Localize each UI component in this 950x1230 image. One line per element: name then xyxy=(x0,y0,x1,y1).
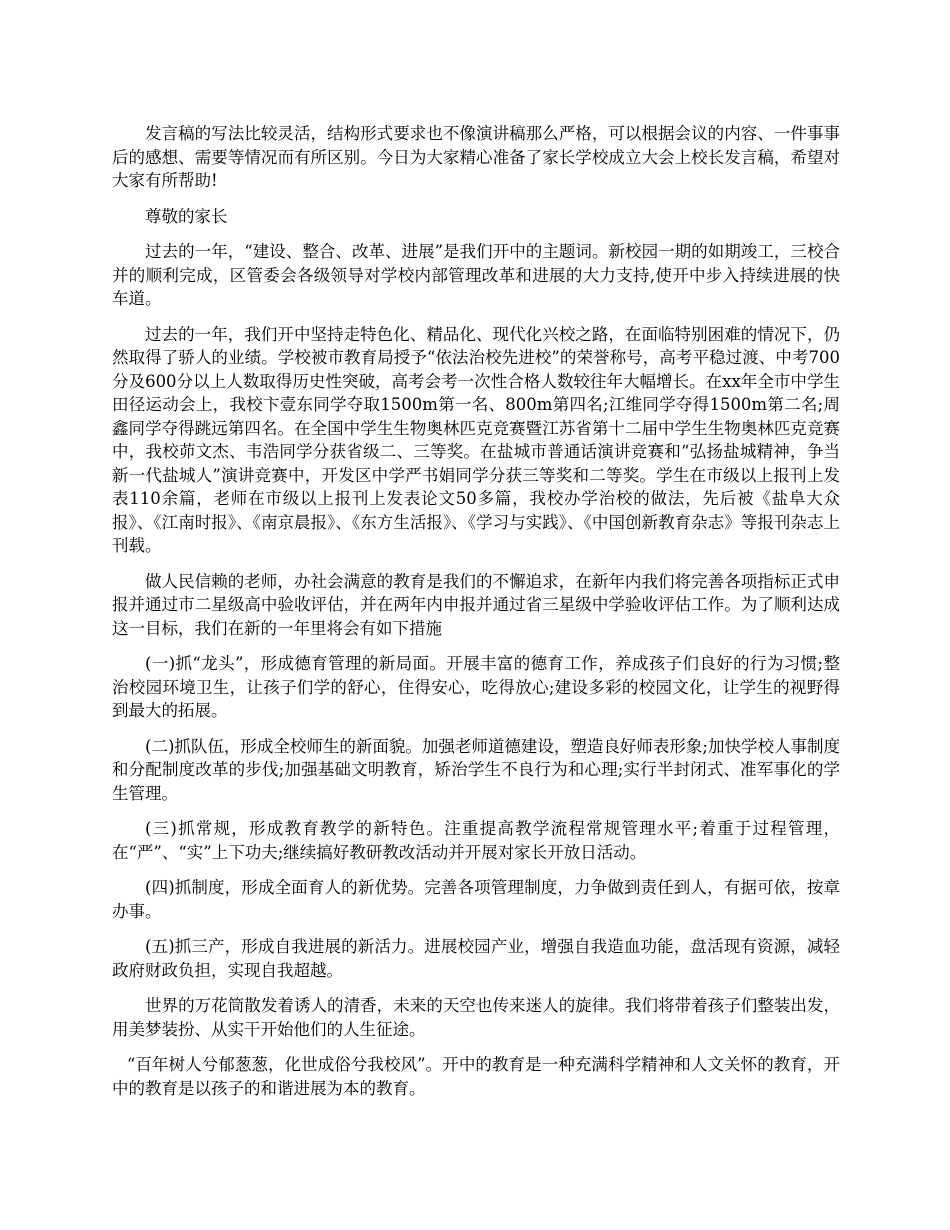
intro-paragraph: 发言稿的写法比较灵活，结构形式要求也不像演讲稿那么严格，可以根据会议的内容、一件事事后的感想、需要等情况而有所区别。今日为大家精心准备了家长学校成立大会上校长发言稿，希望对大家有所帮助! xyxy=(112,124,840,190)
document-body xyxy=(112,122,840,1112)
closing-paragraph: “百年树人兮郁葱葱，化世成俗兮我校风”。开中的教育是一种充满科学精神和人文关怀的教育，开中的教育是以孩子的和谐进展为本的教育。 xyxy=(112,1055,840,1098)
salutation: 尊敬的家长 xyxy=(145,206,228,226)
measure-paragraph: (一)抓“龙头”，形成德育管理的新局面。开展丰富的德育工作，养成孩子们良好的行为习惯;整治校园环境卫生，让孩子们学的舒心，住得安心，吃得放心;建设多彩的校园文化，让学生的视野得到最大的拓展。 xyxy=(112,654,840,720)
measure-paragraph: (二)抓队伍，形成全校师生的新面貌。加强老师道德建设，塑造良好师表形象;加快学校人事制度和分配制度改革的步伐;加强基础文明教育，矫治学生不良行为和心理;实行半封闭式、准军事化的学生管理。 xyxy=(112,736,840,803)
measure-paragraph: (五)抓三产，形成自我进展的新活力。进展校园产业，增强自我造血功能，盘活现有资源，减轻政府财政负担，实现自我超越。 xyxy=(112,937,840,980)
body-paragraph: 世界的万花筒散发着诱人的清香，未来的天空也传来迷人的旋律。我们将带着孩子们整装出发，用美梦装扮、从实干开始他们的人生征途。 xyxy=(112,996,840,1039)
body-paragraph: 做人民信赖的老师，办社会满意的教育是我们的不懈追求，在新年内我们将完善各项指标正式申报并通过市二星级高中验收评估，并在两年内申报并通过省三星级中学验收评估工作。为了顺利达成这一目标，我们在新的一年里将会有如下措施 xyxy=(112,571,840,638)
body-paragraph: 过去的一年，“建设、整合、改革、进展”是我们开中的主题词。新校园一期的如期竣工，三校合并的顺利完成，区管委会各级领导对学校内部管理改革和进展的大力支持,使开中步入持续进展的快车道。 xyxy=(112,242,840,308)
body-paragraph: 过去的一年，我们开中坚持走特色化、精品化、现代化兴校之路，在面临特别困难的情况下，仍然取得了骄人的业绩。学校被市教育局授予“依法治校先进校”的荣誉称号，高考平稳过渡、中考700分及600分以上人数取得历史性突破，高考会考一次性合格人数较往年大幅增长。在xx年全市中学生田径运动会上，我校卞壹东同学夺取1500m第一名、800m第四名;江维同学夺得1500m第二名;周鑫同学夺得跳远第四名。在全国中学生生物奥林匹克竞赛暨江苏省第十二届中学生生物奥林匹克竞赛中，我校茆文杰、韦浩同学分获省级二、三等奖。在盐城市普通话演讲竞赛和“弘扬盐城精神，争当新一代盐城人”演讲竞赛中，开发区中学严书娟同学分获三等奖和二等奖。学生在市级以上报刊上发表110余篇，老师在市级以上报刊上发表论文50多篇，我校办学治校的做法，先后被《盐阜大众报》、《江南时报》、《南京晨报》、《东方生活报》、《学习与实践》、《中国创新教育杂志》等报刊杂志上刊载。 xyxy=(112,324,840,555)
measure-paragraph: (四)抓制度，形成全面育人的新优势。完善各项管理制度，力争做到责任到人，有据可依，按章办事。 xyxy=(112,878,840,921)
measure-paragraph: (三)抓常规，形成教育教学的新特色。注重提高教学流程常规管理水平;着重于过程管理，在“严”、“实”上下功夫;继续搞好教研教改活动并开展对家长开放日活动。 xyxy=(112,819,840,862)
